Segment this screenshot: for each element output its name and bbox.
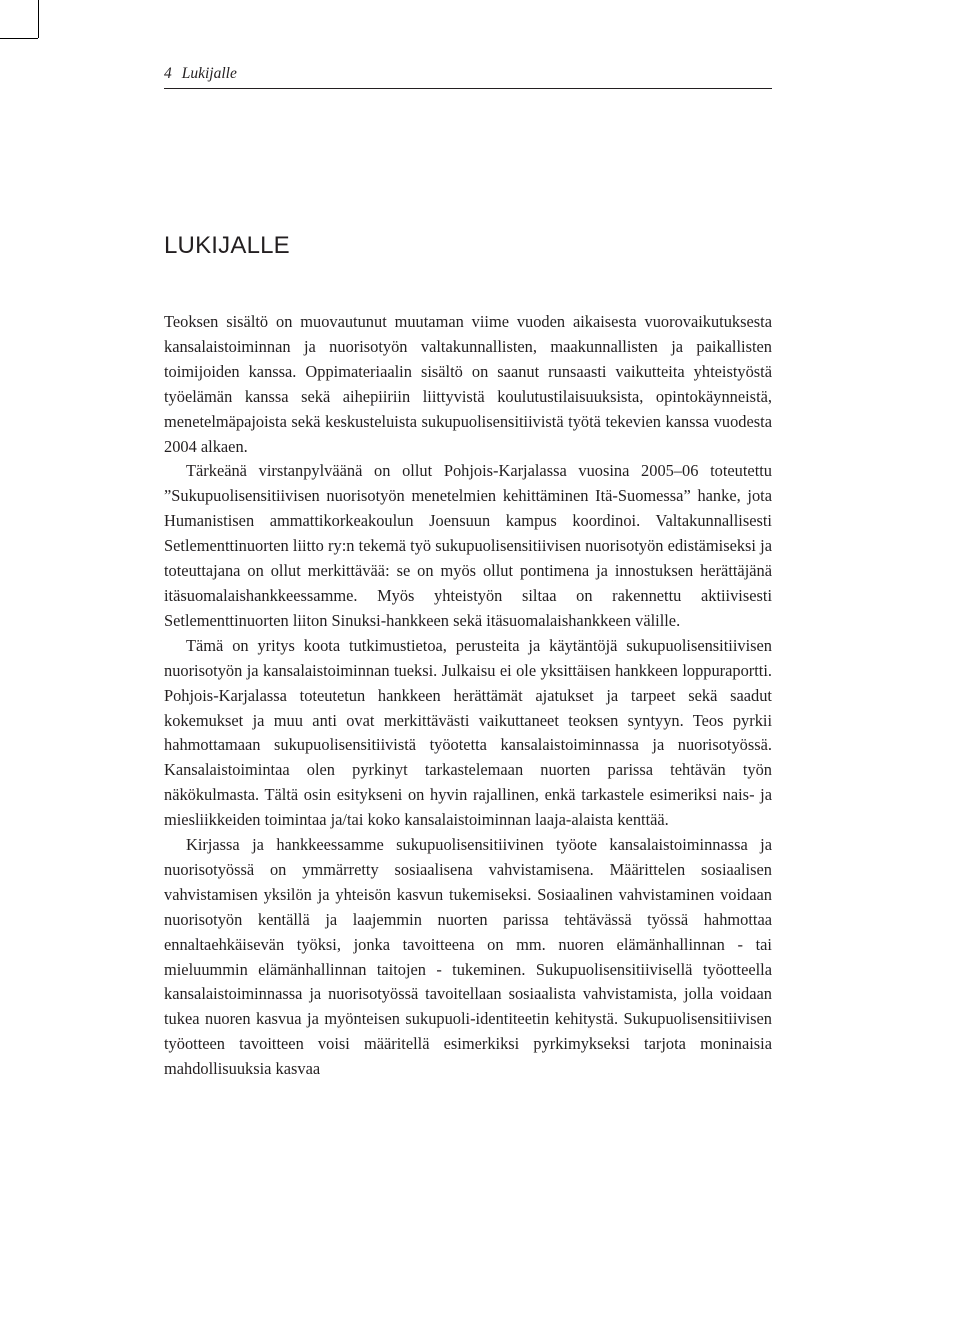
paragraph: Tämä on yritys koota tutkimustietoa, perusteita ja käytäntöjä sukupuolisensitiivisen nuorisotyön ja kansalaistoiminnan tueksi. Julkaisu ei ole yksittäisen hankkeen loppuraportti. Pohjois-Karjalassa toteutetun hankkeen herättämät ajatukset ja tarpeet sekä saadut kokemukset ja muu anti ovat merkittävästi vaikuttaneet teoksen syntyyn. Teos pyrkii hahmottamaan sukupuolisensitiivistä työotetta kansalaistoiminnassa ja nuorisotyössä. Kansalaistoimintaa olen pyrkinyt tarkastelemaan nuorten parissa tehtävän työn näkökulmasta. Tältä osin esitykseni on hyvin rajallinen, enkä tarkastele esimeriksi nais- ja miesliikkeiden toimintaa ja/tai koko kansalaistoiminnan laaja-alaista kenttää. bbox=[164, 635, 772, 830]
paragraph: Kirjassa ja hankkeessamme sukupuolisensitiivinen työote kansalaistoiminnassa ja nuorisotyössä on ymmärretty sosiaalisena vahvistamisena. Määrittelen sosiaalisen vahvistamisen yksilön ja yhteisön kasvun tukemiseksi. Sosiaalinen vahvistaminen voidaan nuorisotyön kentällä ja laajemmin nuorten parissa tehtävässä työssä hahmottaa ennaltaehkäisevän työksi, jonka tavoitteena on mm. nuoren elämänhallinnan - tai mieluummin elämänhallinnan taitojen - tukeminen. Sukupuolisensitiivisellä työotteella kansalaistoiminnassa ja nuorisotyössä tavoitellaan sosiaalista vahvistamista, jolla voidaan tukea nuoren kasvua ja myönteisen sukupuoli-identiteetin kehitystä. Sukupuolisensitiivisen työotteen tavoitteen voisi määritellä esimerkiksi pyrkimykseksi tarjota moninaisia mahdollisuuksia kasvaa bbox=[164, 835, 772, 1079]
chapter-title: LUKIJALLE bbox=[164, 232, 290, 259]
crop-mark bbox=[38, 0, 39, 38]
paragraph: Tärkeänä virstanpylväänä on ollut Pohjois-Karjalassa vuosina 2005–06 toteutettu ”Sukupuolisensitiivisen nuorisotyön menetelmien kehittäminen Itä-Suomessa” hanke, jota Humanistisen ammattikorkeakoulun Joensuun kampus koordinoi. Valtakunnallisesti Setlementtinuorten liitto ry:n tekemä työ sukupuolisensitiivisen nuorisotyön edistämiseksi ja toteuttajana on ollut merkittävää: se on myös ollut pontimena ja innostuksen herättäjänä itäsuomalaishankkeessamme. Myös yhteistyön siltaa on rakennettu aktiivisesti Setlementtinuorten liiton Sinuksi-hankkeen sekä itäsuomalaishankkeen välille. bbox=[164, 461, 772, 630]
running-header bbox=[164, 60, 772, 89]
running-title: Lukijalle bbox=[181, 65, 237, 82]
crop-mark bbox=[0, 38, 38, 39]
paragraph: Teoksen sisältö on muovautunut muutaman viime vuoden aikaisesta vuorovaikutuksesta kansalaistoiminnan ja nuorisotyön valtakunnallisten, maakunnallisten ja paikallisten toimijoiden kanssa. Oppimateriaalin sisältö on saanut runsaasti vaikutteita yhteistyöstä työelämän kanssa sekä aihepiiriin liittyvistä koulutustilaisuuksista, opintokäynneistä, menetelmäpajoista sekä keskusteluista sukupuolisensitiivistä työtä tekevien kanssa vuodesta 2004 alkaen. bbox=[164, 312, 772, 456]
page-number: 4 bbox=[164, 65, 172, 82]
body-text bbox=[164, 310, 772, 1082]
